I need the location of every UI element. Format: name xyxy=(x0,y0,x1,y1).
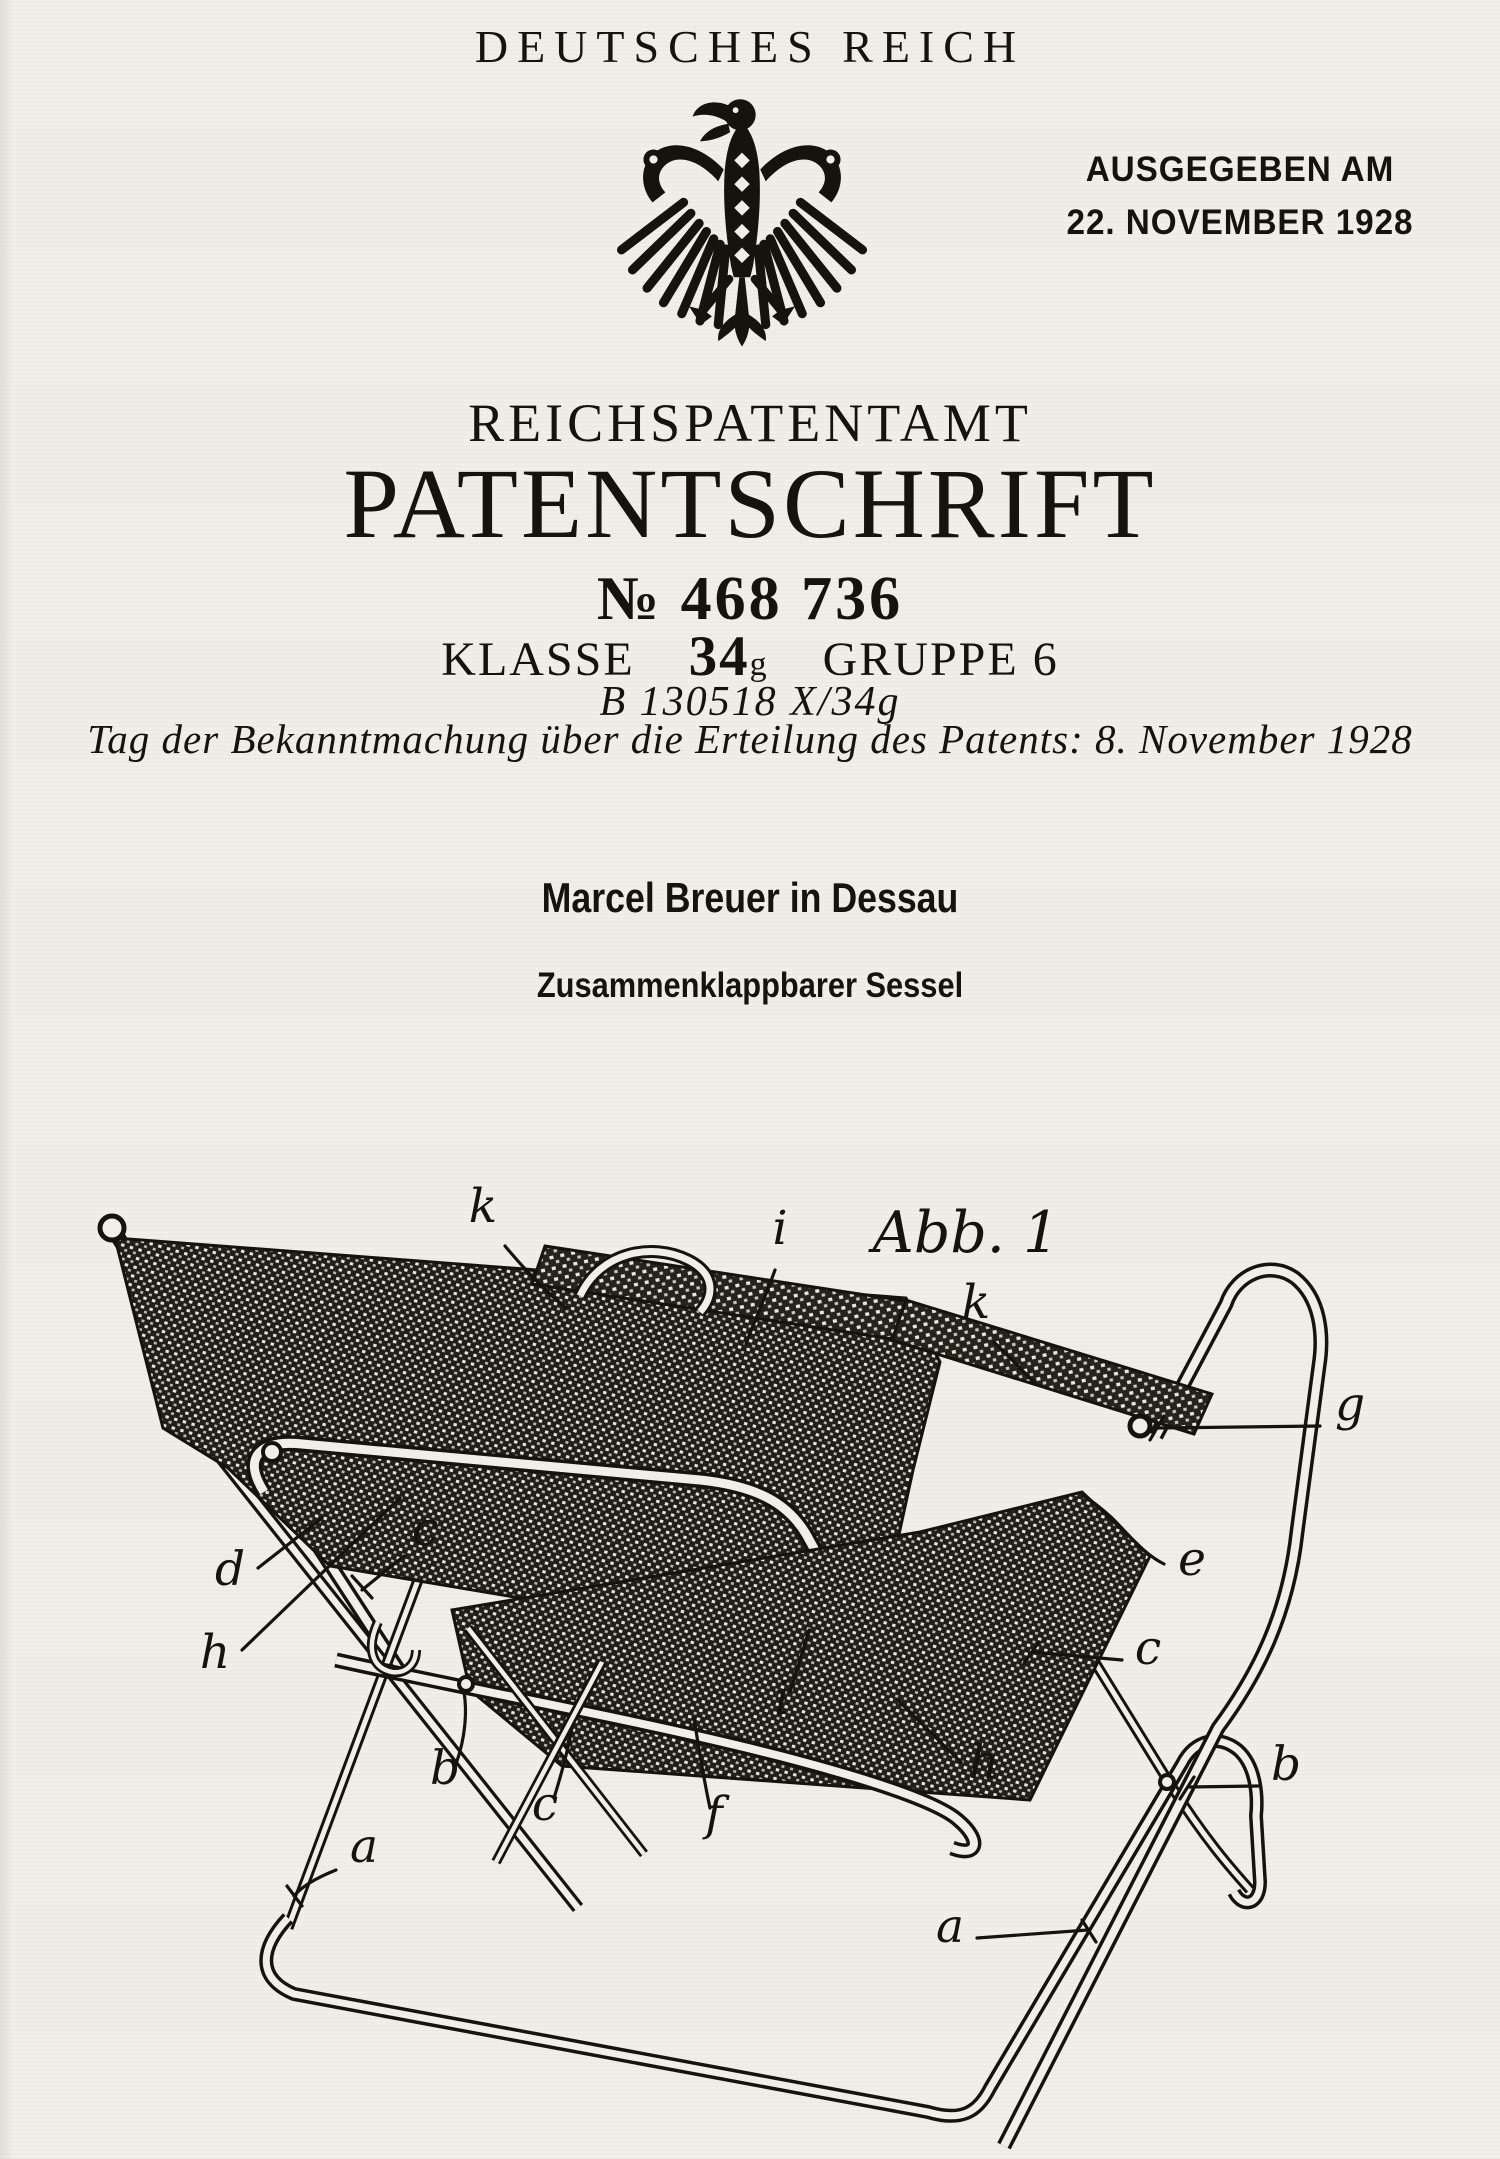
file-number: B 130518 X/34g xyxy=(599,679,901,725)
part-label-h-seat: h xyxy=(968,1735,1000,1790)
part-label-a-left: a xyxy=(349,1819,379,1874)
patent-number: № 468 736 xyxy=(596,565,904,633)
part-label-a-right: a xyxy=(935,1899,965,1954)
patent-office-heading: REICHSPATENTAMT xyxy=(468,393,1032,453)
part-label-f: f xyxy=(705,1787,723,1842)
group-label: GRUPPE xyxy=(822,633,1019,686)
part-label-c-left: c xyxy=(411,1502,439,1557)
part-label-i-top: i xyxy=(772,1201,788,1256)
part-label-b-left: b xyxy=(429,1741,461,1796)
class-value: 34 xyxy=(688,625,750,688)
figure-label: Abb. 1 xyxy=(872,1200,1060,1266)
issued-line1: AUSGEGEBEN AM xyxy=(1085,150,1395,189)
invention-title: Zusammenklappbarer Sessel xyxy=(536,966,964,1005)
part-label-g: g xyxy=(1334,1377,1366,1432)
part-label-b-right: b xyxy=(1270,1737,1302,1792)
part-label-k-arm: k xyxy=(961,1275,991,1330)
part-label-c-bottom: c xyxy=(531,1777,559,1832)
class-suffix: g xyxy=(749,646,769,683)
class-label: KLASSE xyxy=(441,633,635,686)
part-label-e: e xyxy=(1178,1532,1206,1587)
part-label-k-back: k xyxy=(468,1179,498,1234)
group-value: 6 xyxy=(1032,633,1059,686)
document-type-heading: PATENTSCHRIFT xyxy=(343,448,1157,559)
part-label-h-left: h xyxy=(199,1625,231,1680)
inventor-line: Marcel Breuer in Dessau xyxy=(541,874,959,921)
country-heading: DEUTSCHES REICH xyxy=(474,21,1026,72)
issued-line2: 22. NOVEMBER 1928 xyxy=(1066,202,1414,242)
announcement-line: Tag der Bekanntmachung über die Erteilung des Patents: 8. November 1928 xyxy=(87,716,1413,762)
part-label-i-seat: i xyxy=(774,1671,790,1726)
part-label-c-right: c xyxy=(1134,1621,1162,1676)
part-label-d: d xyxy=(214,1542,246,1597)
